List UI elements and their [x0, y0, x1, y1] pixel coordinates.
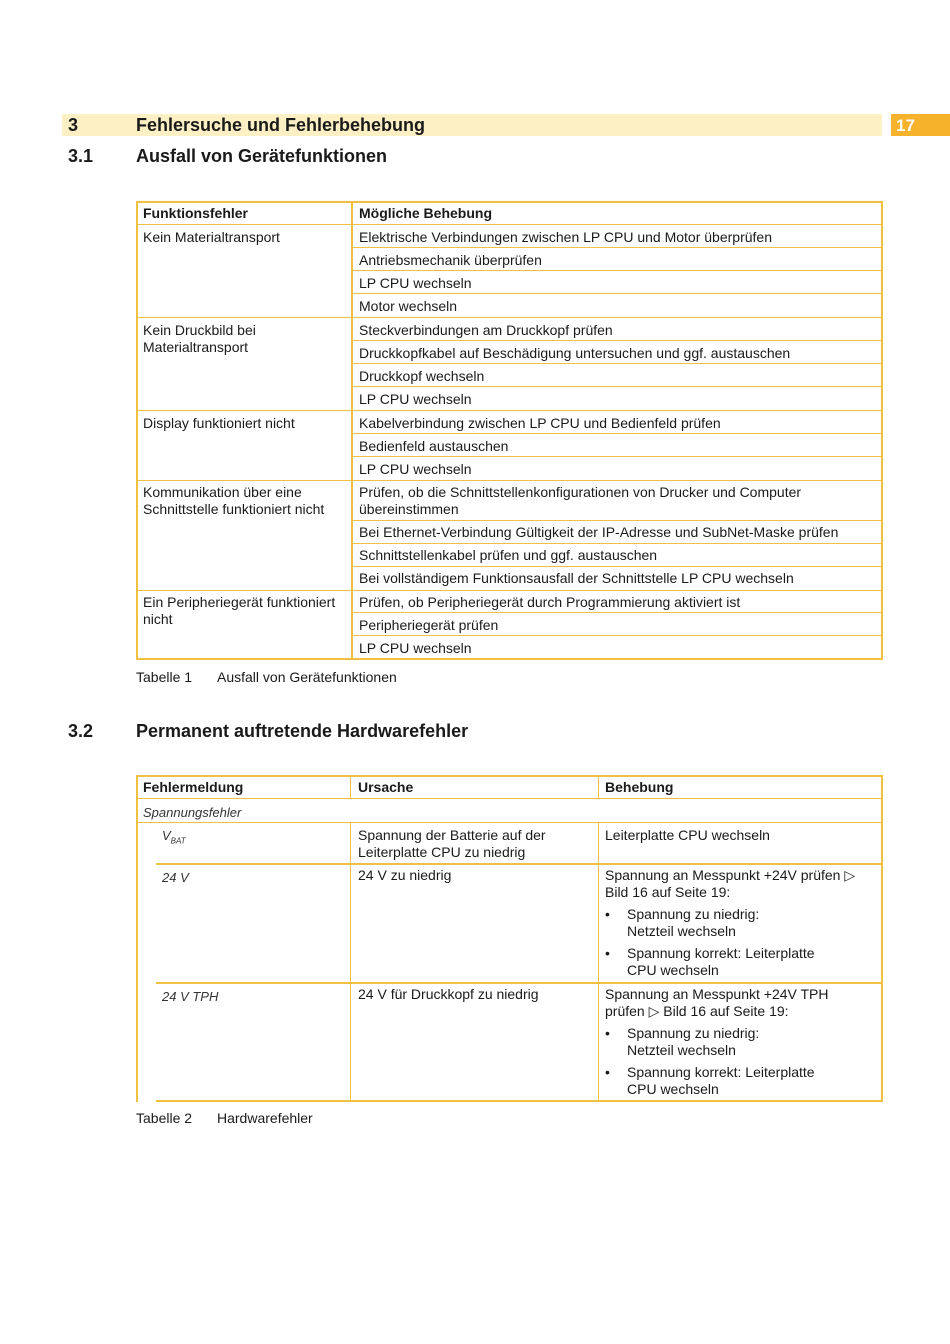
section-2-number: 3.2	[68, 721, 94, 741]
table2-fix-cell: Leiterplatte CPU wechseln	[605, 827, 770, 843]
table1-header-fix: Mögliche Behebung	[359, 205, 492, 221]
table1-fix-cell: Steckverbindungen am Druckkopf prüfen	[359, 322, 613, 338]
bullet-icon: •	[605, 906, 610, 922]
section-2-title: Permanent auftretende Hardwarefehler	[136, 721, 469, 741]
vbat-main: V	[162, 828, 171, 843]
table2-message-cell: 24 V	[162, 870, 189, 885]
table1-fix-cell: Motor wechseln	[359, 298, 458, 314]
table1-fix-cell: Prüfen, ob die Schnittstellenkonfigurationen von Drucker und Computer übereinstimmen	[359, 484, 802, 517]
table1-fix-cell: Antriebsmechanik überprüfen	[359, 252, 542, 268]
table1-fix-cell: Kabelverbindung zwischen LP CPU und Bedienfeld prüfen	[359, 415, 721, 431]
table1-caption-text: Ausfall von Gerätefunktionen	[217, 669, 397, 685]
table1-fix-cell: Bedienfeld austauschen	[359, 438, 509, 454]
table1-caption-label: Tabelle 1	[136, 669, 193, 685]
table2-message-cell: 24 V TPH	[162, 989, 219, 1004]
table1-fault-cell: Ein Peripheriegerät funktioniert nicht	[143, 594, 336, 627]
table2-caption-label: Tabelle 2	[136, 1110, 193, 1126]
bullet-icon: •	[605, 1025, 610, 1041]
page-number-badge	[891, 114, 950, 136]
table2-message-cell	[162, 827, 186, 850]
bullet-icon: •	[605, 1064, 610, 1080]
table-hardware-errors	[136, 775, 883, 1102]
table1-fault-cell: Kommunikation über eine Schnittstelle funktioniert nicht	[143, 484, 325, 517]
bullet-icon: •	[605, 945, 610, 961]
table1-fix-cell: Bei Ethernet-Verbindung Gültigkeit der IP-Adresse und SubNet-Maske prüfen	[359, 524, 839, 540]
vbat-sub: BAT	[170, 836, 186, 846]
table2-header-fix: Behebung	[605, 779, 674, 795]
table1-fix-cell: Elektrische Verbindungen zwischen LP CPU und Motor überprüfen	[359, 229, 772, 245]
chapter-header-bar	[62, 114, 882, 136]
table1-fault-cell: Display funktioniert nicht	[143, 415, 295, 431]
table1-fix-cell: Prüfen, ob Peripheriegerät durch Programmierung aktiviert ist	[359, 594, 741, 610]
table1-fix-cell: Druckkopf wechseln	[359, 368, 485, 384]
table1-fix-cell: LP CPU wechseln	[359, 275, 472, 291]
chapter-title: Fehlersuche und Fehlerbehebung	[136, 115, 426, 135]
page-number: 17	[896, 116, 915, 135]
table1-fix-cell: LP CPU wechseln	[359, 391, 472, 407]
section-1-title: Ausfall von Gerätefunktionen	[136, 146, 388, 166]
section-1-number: 3.1	[68, 146, 94, 166]
table1-fix-cell: Bei vollständigem Funktionsausfall der Schnittstelle LP CPU wechseln	[359, 570, 794, 586]
table2-header-cause: Ursache	[358, 779, 414, 795]
table1-fault-cell: Kein Druckbild bei Materialtransport	[143, 322, 256, 355]
table2-fix-cell: Spannung an Messpunkt +24V TPH prüfen ▷ Bild 16 auf Seite 19:	[605, 986, 829, 1019]
table2-cause-cell: 24 V zu niedrig	[358, 867, 452, 883]
table2-group-label: Spannungsfehler	[143, 805, 242, 820]
table2-caption-text: Hardwarefehler	[217, 1110, 313, 1126]
table1-fix-cell: LP CPU wechseln	[359, 461, 472, 477]
table1-fix-cell: Peripheriegerät prüfen	[359, 617, 499, 633]
table1-fault-cell: Kein Materialtransport	[143, 229, 280, 245]
table2-header-message: Fehlermeldung	[143, 779, 244, 795]
table2-fix-cell: Spannung an Messpunkt +24V prüfen ▷ Bild 16 auf Seite 19:	[605, 867, 856, 900]
table2-cause-cell: 24 V für Druckkopf zu niedrig	[358, 986, 539, 1002]
table2-bullet-item: Spannung korrekt: Leiterplatte CPU wechseln	[627, 1064, 815, 1097]
chapter-number: 3	[68, 115, 79, 135]
table1-header-fault: Funktionsfehler	[143, 205, 249, 221]
table-functional-faults	[136, 201, 883, 660]
table2-bullet-item: Spannung zu niedrig: Netzteil wechseln	[627, 1025, 760, 1058]
table2-cause-cell: Spannung der Batterie auf der Leiterplatte CPU zu niedrig	[358, 827, 546, 860]
table1-fix-cell: Schnittstellenkabel prüfen und ggf. austauschen	[359, 547, 658, 563]
table1-fix-cell: LP CPU wechseln	[359, 640, 472, 656]
table2-bullet-item: Spannung korrekt: Leiterplatte CPU wechseln	[627, 945, 815, 978]
table1-fix-cell: Druckkopfkabel auf Beschädigung untersuchen und ggf. austauschen	[359, 345, 791, 361]
table2-bullet-item: Spannung zu niedrig: Netzteil wechseln	[627, 906, 760, 939]
